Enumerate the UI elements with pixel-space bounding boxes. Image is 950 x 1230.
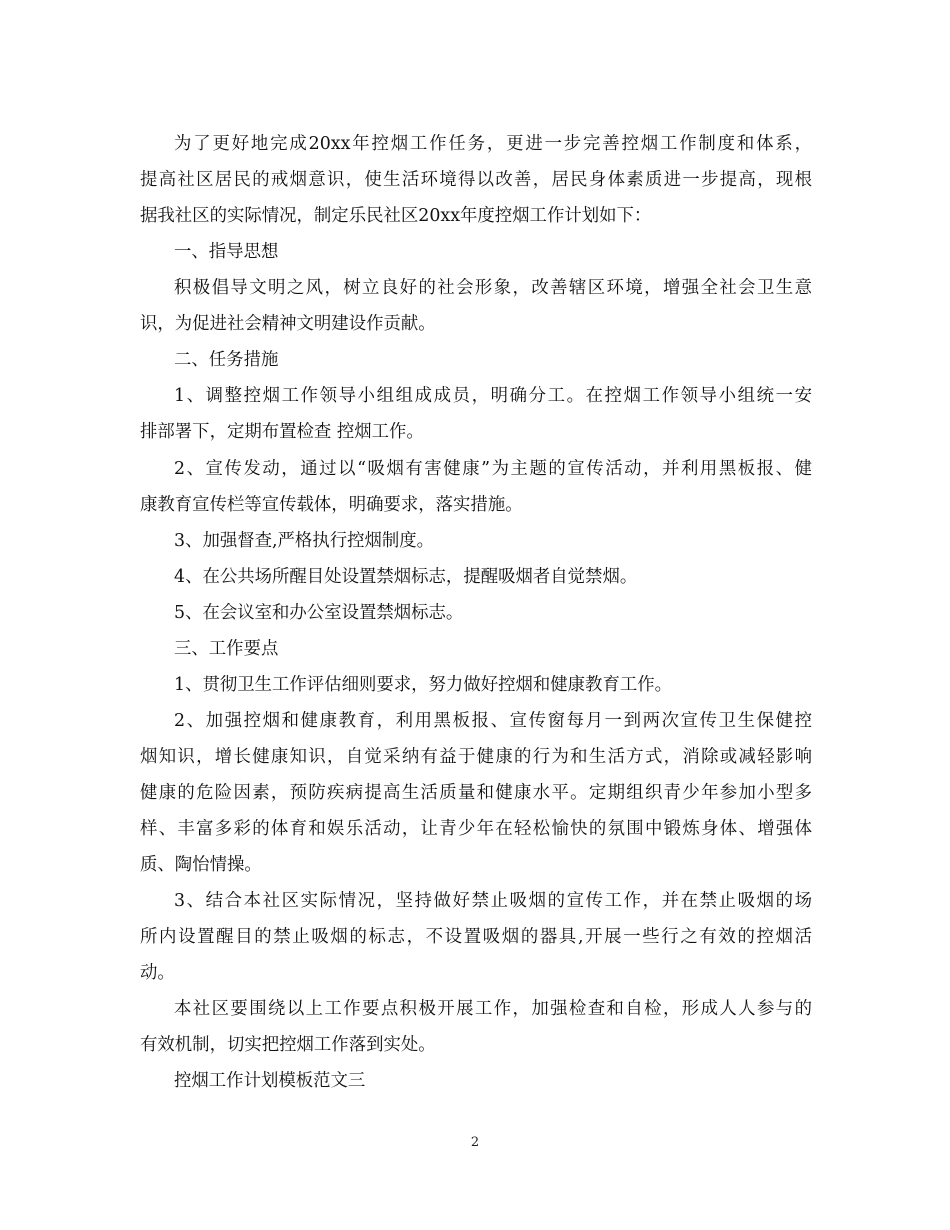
paragraph-point-3-line-2: 所内设置醒目的禁止吸烟的标志，不设置吸烟的器具,开展一些行之有效的控烟活	[140, 927, 812, 947]
paragraph-measure-4: 4、在公共场所醒目处设置禁烟标志，提醒吸烟者自觉禁烟。	[174, 567, 638, 587]
paragraph-closing-line-2: 有效机制，切实把控烟工作落到实处。	[140, 1035, 436, 1055]
paragraph-point-2-line-5: 质、陶怡情操。	[140, 855, 262, 875]
paragraph-point-2-line-4: 样、丰富多彩的体育和娱乐活动，让青少年在轻松愉快的氛围中锻炼身体、增强体	[140, 819, 812, 839]
paragraph-intro-line-1: 为了更好地完成20xx年控烟工作任务，更进一步完善控烟工作制度和体系，	[174, 134, 812, 154]
section-heading-guiding-ideology: 一、指导思想	[174, 242, 279, 262]
paragraph-measure-5: 5、在会议室和办公室设置禁烟标志。	[174, 603, 464, 623]
page-number: 2	[470, 1135, 480, 1150]
paragraph-measure-2-line-2: 康教育宣传栏等宣传载体，明确要求，落实措施。	[140, 495, 523, 515]
paragraph-measure-1-line-2: 排部署下，定期布置检查 控烟工作。	[140, 422, 424, 442]
paragraph-guiding-line-1: 积极倡导文明之风，树立良好的社会形象，改善辖区环境，增强全社会卫生意	[174, 278, 812, 298]
next-template-title: 控烟工作计划模板范文三	[174, 1071, 366, 1091]
paragraph-guiding-line-2: 识，为促进社会精神文明建设作贡献。	[140, 314, 436, 334]
paragraph-point-2-line-2: 烟知识，增长健康知识，自觉采纳有益于健康的行为和生活方式，消除或减轻影响	[140, 747, 812, 767]
paragraph-point-3-line-1: 3、结合本社区实际情况，坚持做好禁止吸烟的宣传工作，并在禁止吸烟的场	[174, 891, 812, 911]
paragraph-measure-2-line-1: 2、宣传发动，通过以“吸烟有害健康”为主题的宣传活动，并利用黑板报、健	[174, 459, 812, 479]
section-heading-work-points: 三、工作要点	[174, 639, 279, 659]
paragraph-point-3-line-3: 动。	[140, 963, 175, 983]
section-heading-task-measures: 二、任务措施	[174, 350, 279, 370]
paragraph-intro-line-2: 提高社区居民的戒烟意识，使生活环境得以改善，居民身体素质进一步提高，现根	[140, 170, 812, 190]
paragraph-measure-1-line-1: 1、调整控烟工作领导小组组成成员，明确分工。在控烟工作领导小组统一安	[174, 386, 812, 406]
paragraph-intro-line-3: 据我社区的实际情况，制定乐民社区20xx年度控烟工作计划如下：	[140, 206, 652, 226]
paragraph-point-2-line-1: 2、加强控烟和健康教育，利用黑板报、宣传窗每月一到两次宣传卫生保健控	[174, 711, 812, 731]
paragraph-closing-line-1: 本社区要围绕以上工作要点积极开展工作，加强检查和自检，形成人人参与的	[174, 999, 812, 1019]
paragraph-point-1: 1、贯彻卫生工作评估细则要求，努力做好控烟和健康教育工作。	[174, 675, 673, 695]
paragraph-point-2-line-3: 健康的危险因素，预防疾病提高生活质量和健康水平。定期组织青少年参加小型多	[140, 783, 812, 803]
paragraph-measure-3: 3、加强督查,严格执行控烟制度。	[174, 531, 435, 551]
